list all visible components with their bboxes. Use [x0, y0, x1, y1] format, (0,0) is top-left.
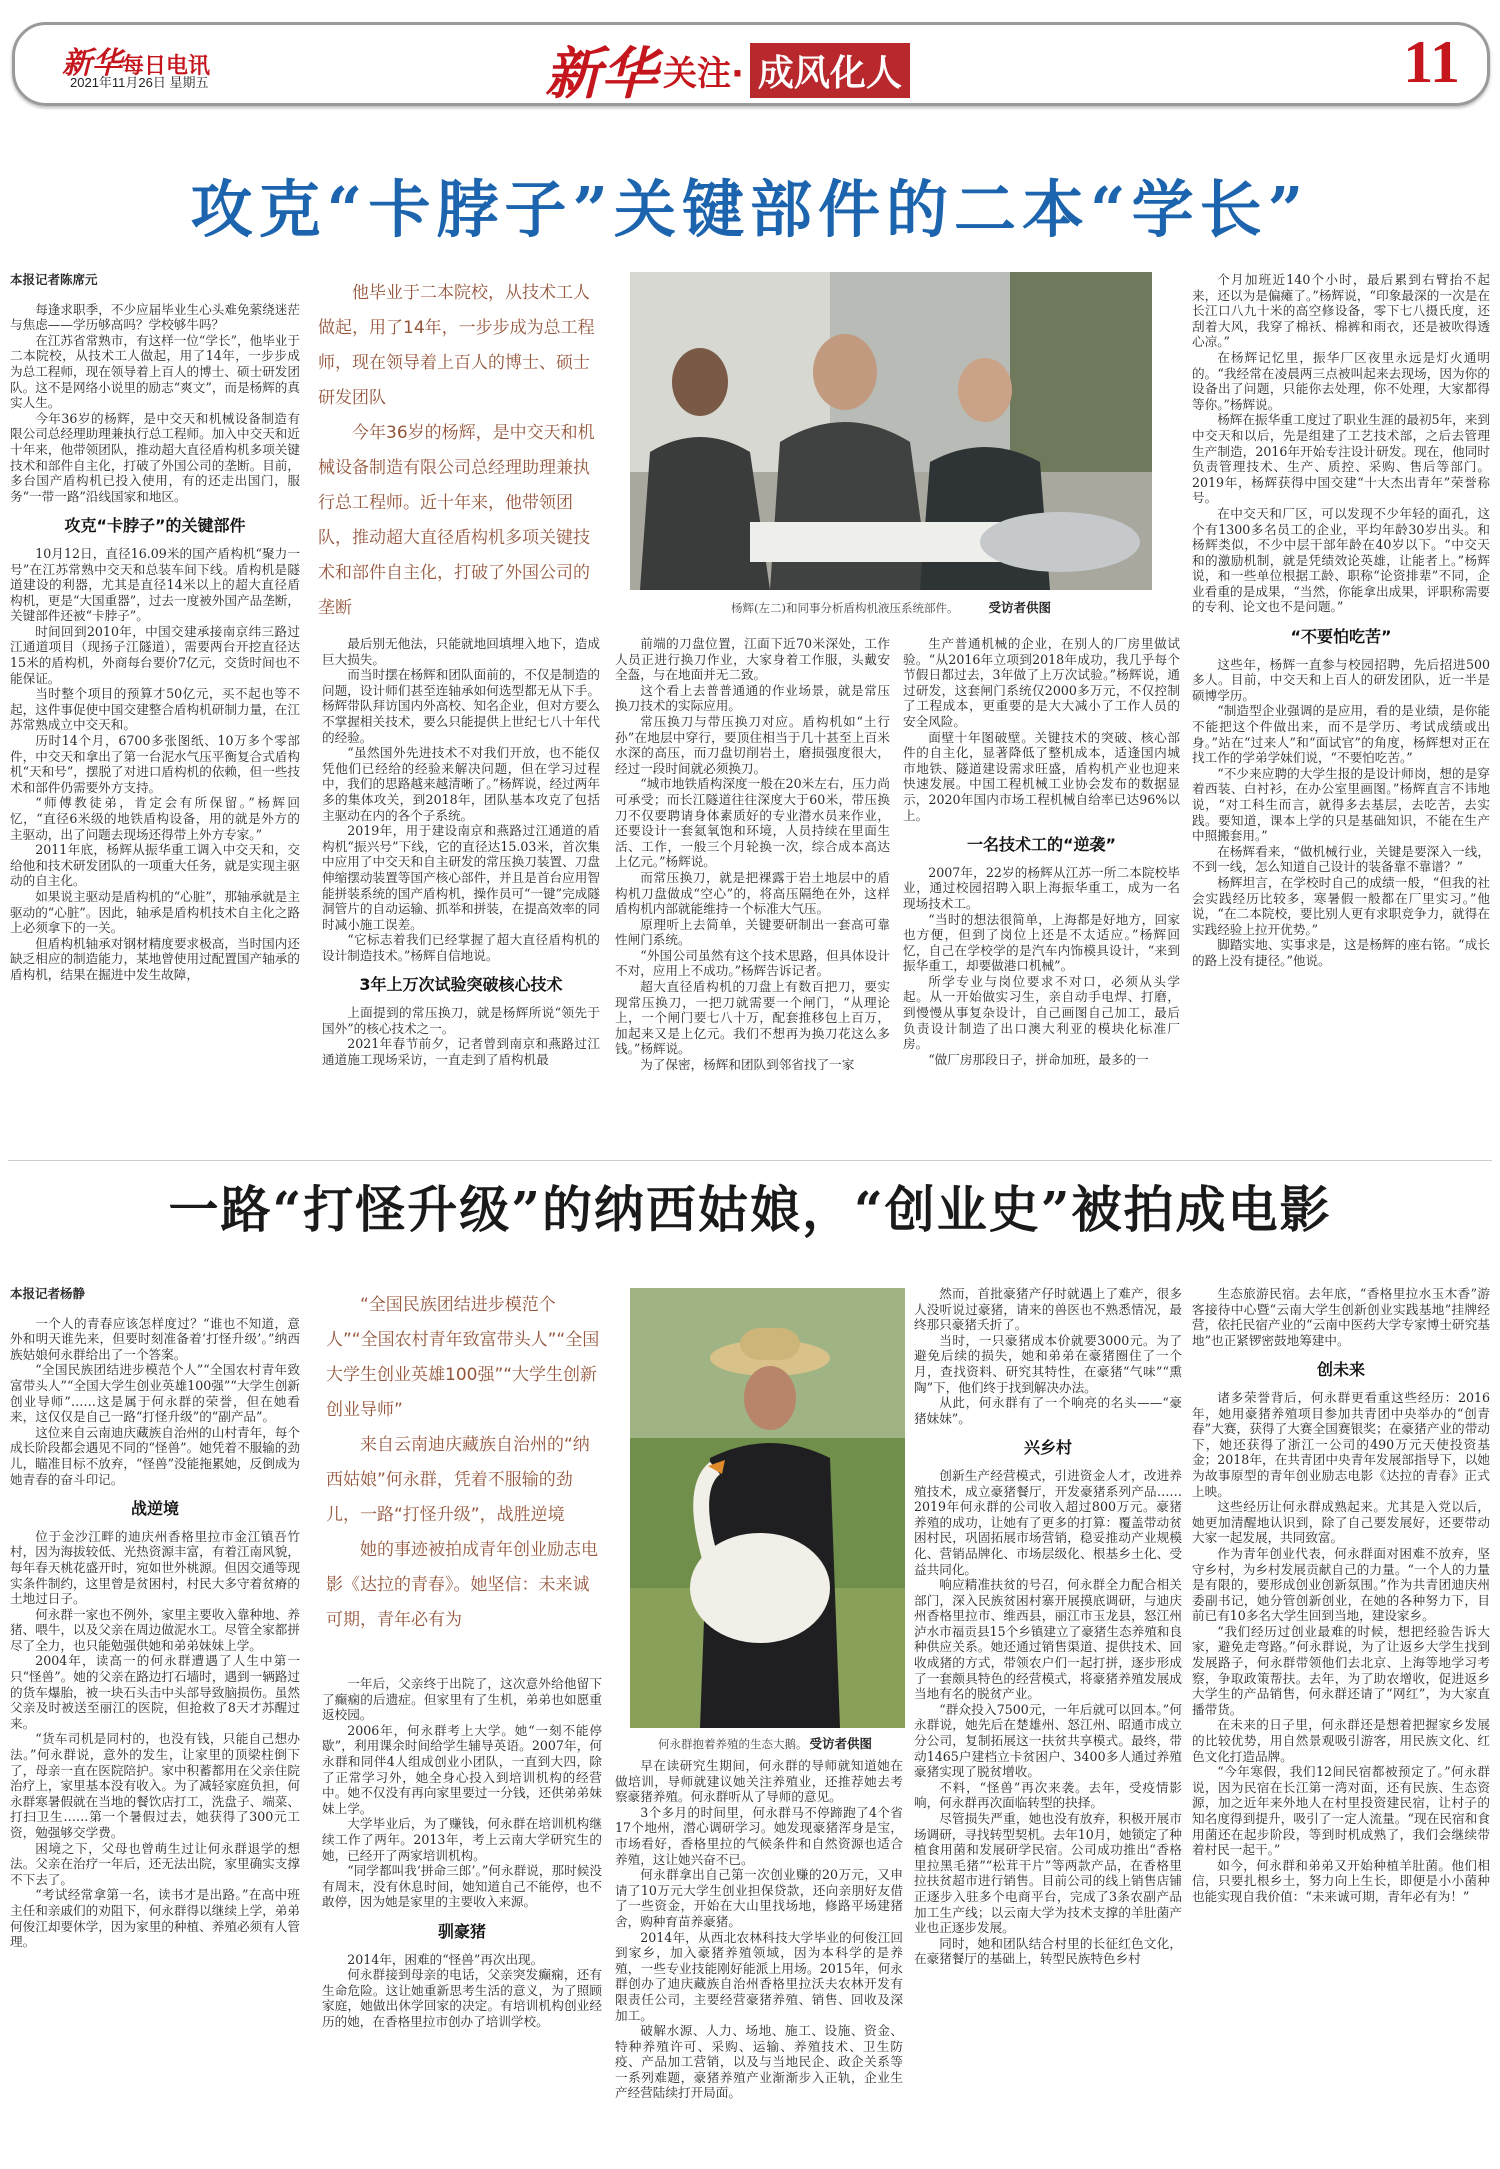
section-subheading: 3年上万次试验突破核心技术: [359, 975, 563, 995]
body-paragraph: 如今，何永群和弟弟又开始种植羊肚菌。他们相信，只要扎根乡土，努力向上生长，即便是小小菌种也能实现自我价值：“未来诚可期，青年必有为！”: [1192, 1857, 1490, 1904]
body-paragraph: 常压换刀与带压换刀对应。盾构机如“土行孙”在地层中穿行，要顶住相当于几十甚至上百米水深的高压，而刀盘切削岩土，磨损强度很大，经过一段时间就必须换刀。: [615, 713, 890, 776]
body-paragraph: “同学都叫我‘拼命三郎’。”何永群说，那时候没有周末，没有休息时间，她知道自己不能停，也不敢停，因为她是家里的主要收入来源。: [322, 1863, 602, 1910]
article1-column-2: [322, 636, 600, 1152]
body-paragraph: 何永群接到母亲的电话，父亲突发癫痫，还有生命危险。这让她重新思考生活的意义，为了照顾家庭，她做出休学回家的决定。有培训机构创业经历的她，在香格里拉市创办了培训学校。: [322, 1967, 602, 2029]
body-paragraph: 每逢求职季，不少应届毕业生心头难免萦绕迷茫与焦虑——学历够高吗？学校够牛吗？: [10, 301, 300, 333]
body-paragraph: “今年寒假，我们12间民宿都被预定了。”何永群说，因为民宿在长江第一湾对面，还有民族、生态资源，加之近年来外地人在村里投资建民宿，让村子的知名度得到提升，吸引了一定人流量。“现在民宿和食用菌还在起步阶段，等到时机成熟了，我们会继续带着村民一起干。”: [1192, 1764, 1490, 1858]
body-paragraph: 这些年，杨辉一直参与校园招聘，先后招进500多人。目前，中交天和上百人的研发团队，近一半是硕博学历。: [1192, 656, 1490, 703]
caption-text: 何永群抱着养殖的生态大鹅。: [657, 1737, 808, 1751]
body-paragraph: “群众投入7500元，一年后就可以回本。”何永群说，她先后在楚雄州、怒江州、昭通市成立分公司，复制拓展这一扶贫共享模式。最终，带动1465户建档立卡贫困户、3400多人通过养殖豪猪实现了脱贫增收。: [914, 1701, 1182, 1780]
section-focus: 关注·: [663, 53, 744, 94]
body-paragraph: 10月12日，直径16.09米的国产盾构机“聚力一号”在江苏常熟中交天和总装车间下线。盾构机是隧道建设的利器，尤其是直径14米以上的超大直径盾构机，更是“大国重器”，过去一度被外国产品垄断，关键部件还被“卡脖子”。: [10, 545, 300, 624]
photo-credit: 受访者供图: [809, 1736, 872, 1751]
body-paragraph: 历时14个月，6700多张图纸、10万多个零部件，中交天和拿出了第一台泥水气压平衡复合式盾构机“天和号”，摆脱了对进口盾构机的依赖，但一些技术和部件仍需要外方支持。: [10, 733, 300, 795]
body-paragraph: 在江苏省常熟市，有这样一位“学长”，他毕业于二本院校，从技术工人做起，用了14年，一步步成为总工程师，现在领导着上百人的博士、硕士研发团队。这不是网络小说里的励志“爽文”，而是杨辉的真实人生。: [10, 332, 300, 411]
body-paragraph: 2006年，何永群考上大学。她“一刻不能停歇”，利用课余时间给学生辅导英语。2007年，何永群和同伴4人组成创业小团队，一直到大四，除了正常学习外，她全身心投入到培训机构的经营中。她不仅没有再向家里要过一分钱，还供弟弟妹妹上学。: [322, 1722, 602, 1816]
article1-column-4: [903, 636, 1180, 1152]
body-paragraph: 2014年，困难的“怪兽”再次出现。: [347, 1951, 544, 1967]
section-subheading: 战逆境: [130, 1499, 179, 1519]
body-paragraph: 这位来自云南迪庆藏族自治州的山村青年，每个成长阶段都会遇见不同的“怪兽”。她凭着不服输的劲儿，瞄准目标不放弃，“怪兽”没能拖累她，反倒成为她青春的奋斗印记。: [10, 1424, 300, 1487]
article1-photo-caption: [630, 598, 1152, 616]
body-paragraph: 所学专业与岗位要求不对口，必须从头学起。从一开始做实习生，亲自动手电焊、打磨，到慢慢从事复杂设计，自己画图自己加工，最后负责设计制造了出口澳大利亚的模块化标准厂房。: [903, 973, 1180, 1052]
body-paragraph: “师傅教徒弟，肯定会有所保留。”杨辉回忆，“直径6米级的地铁盾构设备，用的就是外方的主驱动，出了问题去现场还得带上外方专家。”: [10, 795, 300, 842]
section-subheading: “不要怕吃苦”: [1290, 627, 1392, 647]
body-paragraph: 何永群拿出自己第一次创业赚的20万元，又申请了10万元大学生创业担保贷款，还向亲朋好友借了一些资金，开始在大山里找场地，修路平场建猪舍，购种育苗养豪猪。: [615, 1867, 903, 1929]
article-divider: [8, 1160, 1492, 1161]
section-subheading: 兴乡村: [1023, 1438, 1072, 1458]
body-paragraph: 这些经历让何永群成熟起来。尤其是入党以后，她更加清醒地认识到，除了自己要发展好，还要带动大家一起发展，共同致富。: [1192, 1499, 1490, 1546]
body-paragraph: 破解水源、人力、场地、施工、设施、资金、特种养殖许可、采购、运输、养殖技术、卫生防疫、产品加工营销，以及与当地民企、政企关系等一系列难题，豪猪养殖产业渐渐步入正轨，企业生产经营陆续打开局面。: [615, 2023, 903, 2101]
article2-photo: [630, 1288, 905, 1728]
body-paragraph: “它标志着我们已经掌握了超大直径盾构机的设计制造技术。”杨辉自信地说。: [322, 932, 600, 963]
issue-date: 2021年11月26日 星期五: [70, 75, 209, 90]
section-subheading: 一名技术工的“逆袭”: [966, 835, 1117, 855]
body-paragraph: 生产普通机械的企业，在别人的厂房里做试验。“从2016年立项到2018年成功，我几乎每个节假日都过去，3年做了上万次试验。”杨辉说，通过研发，这套闸门系统仅2000多万元，不仅控制了工程成本，更重要的是大大减小了工作人员的安全风险。: [903, 636, 1180, 729]
body-paragraph: 2021年春节前夕，记者曾到南京和燕路过江通道施工现场采访，一直走到了盾构机最: [322, 1036, 600, 1067]
photo-credit: 受访者供图: [988, 600, 1051, 615]
body-paragraph: 为了保密，杨辉和团队到邻省找了一家: [640, 1057, 855, 1073]
body-paragraph: 何永群一家也不例外，家里主要收入靠种地、养猪、喂牛，以及父亲在周边做泥水工。尽管全家都拼尽了全力，也只能勉强供她和弟弟妹妹上学。: [10, 1606, 300, 1653]
section-subheading: 创未来: [1316, 1360, 1365, 1380]
body-paragraph: 个月加班近140个小时，最后累到右臂抬不起来，还以为是偏瘫了。”杨辉说，“印象最深的一次是在长江口八九十米的高空修设备，零下七八摄氏度，还刮着大风，我穿了棉袄、棉裤和雨衣，还是被吹得透心凉。”: [1192, 272, 1490, 350]
body-paragraph: 3个多月的时间里，何永群马不停蹄跑了4个省17个地州，潜心调研学习。她发现豪猪浑身是宝，市场看好，香格里拉的气候条件和自然资源也适合养殖，这让她兴奋不已。: [615, 1804, 903, 1867]
body-paragraph: 而常压换刀，就是把裸露于岩土地层中的盾构机刀盘做成“空心”的，将高压隔绝在外，这样盾构机内部就能维持一个标准大气压。: [615, 869, 890, 917]
article2-headline: 一路“打怪升级”的纳西姑娘，“创业史”被拍成电影: [168, 1180, 1332, 1239]
xinhua-logo: 新华: [62, 46, 122, 81]
body-paragraph: 在杨辉看来，“做机械行业，关键是要深入一线，不到一线，怎么知道自己设计的装备靠不靠谱？”: [1192, 843, 1490, 875]
article2-photo-caption: [615, 1734, 915, 1752]
body-paragraph: 同时，她和团队结合村里的长征红色文化，在豪猪餐厅的基础上，转型民族特色乡村: [914, 1935, 1182, 1967]
goose-photo-image: [630, 1288, 905, 1728]
body-paragraph: “做厂房那段日子，拼命加班，最多的一: [928, 1051, 1149, 1067]
body-paragraph: 2011年底，杨辉从振华重工调入中交天和，交给他和技术研发团队的一项重大任务，就是实现主驱动的自主化。: [10, 842, 300, 889]
body-paragraph: 尽管损失严重，她也没有放弃，积极开展市场调研，寻找转型契机。去年10月，她锁定了种植食用菌和发展研学民宿。公司成功推出“香格里拉黑毛猪”“松茸干片”等两款产品，在香格里拉扶贫超市进行销售。目前公司的线上销售店铺正逐步入驻多个电商平台，完成了3条农副产品加工生产线；以云南大学为技术支撑的羊肚菌产业也正逐步发展。: [914, 1811, 1182, 1936]
body-paragraph: 原理听上去简单，关键要研制出一套高可靠性闸门系统。: [615, 916, 890, 948]
body-paragraph: 当时整个项目的预算才50亿元，买不起也等不起，这件事促使中国交建整合盾构机研制力量，在江苏常熟成立中交天和。: [10, 686, 300, 733]
caption-text: 杨辉(左二)和同事分析盾构机液压系统部件。: [731, 601, 959, 615]
article1-column-1: [10, 272, 300, 1152]
body-paragraph: 不料，“怪兽”再次来袭。去年，受疫情影响，何永群再次面临转型的抉择。: [914, 1779, 1182, 1811]
body-paragraph: 在杨辉记忆里，振华厂区夜里永远是灯火通明的。“我经常在凌晨两三点被叫起来去现场，因为你的设备出了问题，只能你去处理，你不处理，大家都得等你。”杨辉说。: [1192, 349, 1490, 412]
body-paragraph: 作为青年创业代表，何永群面对困难不放弃，坚守乡村，为乡村发展贡献自己的力量。“一个人的力量是有限的，要形成创业创新氛围。”作为共青团迪庆州委副书记，她分管创新创业，在她的各种努力下，目前已有10多名大学生回到当地，建设家乡。: [1192, 1545, 1490, 1624]
article2-column-2: [322, 1676, 602, 2162]
article1-photo: [630, 272, 1152, 590]
body-paragraph: 诸多荣誉背后，何永群更看重这些经历：2016年，她用豪猪养殖项目参加共青团中央举办的“创青春”大赛，获得了大赛全国赛银奖；在豪猪产业的带动下，她还获得了浙江一公司的490万元天使投资基金；2018年，在共青团中央青年发展部指导下，以她为故事原型的青年创业励志电影《达拉的青春》正式上映。: [1192, 1389, 1490, 1499]
section-name: 成风化人: [750, 43, 910, 98]
section-header: [545, 30, 910, 110]
body-paragraph: 早在读研究生期间，何永群的导师就知道她在做培训，导师就建议她关注养殖业，还推荐她去考察豪猪养殖。何永群听从了导师的意见。: [615, 1758, 903, 1805]
body-paragraph: “当时的想法很简单，上海都是好地方，回家也方便，但到了岗位上还是不太适应。”杨辉回忆，自己在学校学的是汽车内饰模具设计，“来到振华重工，却要做港口机械”。: [903, 911, 1180, 974]
body-paragraph: 在未来的日子里，何永群还是想着把握家乡发展的比较优势，用自然景观吸引游客，用民族文化、红色文化打造品牌。: [1192, 1717, 1490, 1764]
body-paragraph: 困境之下，父母也曾萌生过让何永群退学的想法。父亲在治疗一年后，还无法出院，家里确实支撑不下去了。: [10, 1840, 300, 1887]
body-paragraph: 如果说主驱动是盾构机的“心脏”，那轴承就是主驱动的“心脏”。因此，轴承是盾构机技术自主化之路上必须拿下的一关。: [10, 888, 300, 936]
body-paragraph: 超大直径盾构机的刀盘上有数百把刀，要实现常压换刀，一把刀就需要一个闸门，“从理论上，一个闸门要七八十万，配套推移包上百万，加起来又是上亿元。我们不想再为换刀花这么多钱。”杨辉说。: [615, 979, 890, 1057]
body-paragraph: 2019年，用于建设南京和燕路过江通道的盾构机“振兴号”下线，它的直径达15.03米，首次集中应用了中交天和自主研发的常压换刀装置、刀盘伸缩摆动装置等国产核心部件，并且是首台应用智能拼装系统的国产盾构机，操作员可“一键”完成隧洞管片的自动运输、抓举和拼装，在提高效率的同时减小施工误差。: [322, 823, 600, 932]
article1-headline: 攻克“卡脖子”关键部件的二本“学长”: [190, 173, 1310, 246]
article1-column-3: [615, 636, 890, 1152]
article2-column-4: [914, 1286, 1182, 2162]
page-number: 11: [1403, 29, 1460, 95]
body-paragraph: “不少来应聘的大学生报的是设计师岗，想的是穿着西装、白衬衫，在办公室里画图。”杨辉直言不讳地说，“对工科生而言，就得多去基层，去吃苦，去实践。要知道，课本上学的只是基础知识，不能在生产中照搬套用。”: [1192, 765, 1490, 844]
body-paragraph: 2014年，从西北农林科技大学毕业的何俊江回到家乡，加入豪猪养殖领域，因为本科学的是养殖，一些专业技能刚好能派上用场。2015年，何永群创办了迪庆藏族自治州香格里拉沃夫农林开发有限责任公司，主要经营豪猪养殖、销售、回收及深加工。: [615, 1929, 903, 2023]
body-paragraph: “我们经历过创业最难的时候，想把经验告诉大家，避免走弯路。”何永群说，为了让返乡大学生找到发展路子，何永群带领他们去北京、上海等地学习考察，争取政策帮扶。去年，为了助农增收，促进返乡大学生的产品销售，何永群还请了“网红”，为大家直播带货。: [1192, 1623, 1490, 1717]
body-paragraph: 生态旅游民宿。去年底，“香格里拉水玉木香”游客接待中心暨“云南大学生创新创业实践基地”挂牌经营，依托民宿产业的“云南中医药大学专家博士研究基地”也正紧锣密鼓地筹建中。: [1192, 1286, 1490, 1348]
body-paragraph: 大学毕业后，为了赚钱，何永群在培训机构继续工作了两年。2013年，考上云南大学研究生的她，已经开了两家培训机构。: [322, 1816, 602, 1863]
pullquote-paragraph: “全国民族团结进步模范个人”“全国农村青年致富带头人”“全国大学生创业英雄100强”“大学生创新创业导师”: [326, 1295, 600, 1420]
article1-column-5: [1192, 272, 1490, 1152]
pullquote-paragraph: 她的事迹被拍成青年创业励志电影《达拉的青春》。她坚信：未来诚可期，青年必有为: [326, 1540, 598, 1630]
pullquote-paragraph: 他毕业于二本院校，从技术工人做起，用了14年，一步步成为总工程师，现在领导着上百人的博士、硕士研发团队: [318, 283, 595, 408]
byline: 本报记者杨静: [10, 1286, 86, 1301]
body-paragraph: 杨辉坦言，在学校时自己的成绩一般，“但我的社会实践经历比较多，寒暑假一般都在厂里实习。”他说，“在二本院校，要比别人更有求职竞争力，就得在实践经验上拉开优势。”: [1192, 874, 1490, 937]
body-paragraph: 创新生产经营模式，引进资金人才，改进养殖技术，成立豪猪餐厅，开发豪猪系列产品……2019年何永群的公司收入超过800万元。豪猪养殖的成功，让她有了更多的打算：覆盖带动贫困村民，巩固拓展市场营销，稳妥推动产业规模化、营销品牌化、市场层级化、根基乡土化、受益共同化。: [914, 1467, 1182, 1577]
body-paragraph: 这个看上去普普通通的作业场景，就是常压换刀技术的实际应用。: [615, 682, 890, 714]
body-paragraph: 但盾构机轴承对钢材精度要求极高，当时国内还缺乏相应的制造能力，某地曾使用过配置国产轴承的盾构机，结果在掘进中发生故障，: [10, 935, 300, 982]
article2-column-3: [615, 1758, 903, 2162]
section-logo: 新华: [545, 41, 657, 107]
article2-column-5: [1192, 1286, 1490, 2162]
body-paragraph: 脚踏实地、实事求是，这是杨辉的座右铭。“成长的路上没有捷径。”他说。: [1192, 937, 1490, 968]
body-paragraph: “城市地铁盾构深度一般在20米左右，压力尚可承受；而长江隧道往往深度大于60米，带压换刀不仅要聘请身体素质好的专业潜水员来作业，还要设计一套氦氧饱和环境，人员持续在里面生活、工作，一般三个月轮换一次，综合成本高达上亿元。”杨辉说。: [615, 776, 890, 870]
body-paragraph: 当时，一只豪猪成本价就要3000元。为了避免后续的损失，她和弟弟在豪猪圈住了一个月，查找资料、研究其特性，在豪猪“气味”“熏陶”下，他们终于找到解决办法。: [914, 1332, 1182, 1395]
article1-pullquote: [318, 276, 600, 626]
body-paragraph: 而当时摆在杨辉和团队面前的，不仅是制造的问题，设计师们甚至连轴承如何选型都无从下手。杨辉带队拜访国内外高校、知名企业，但对方要么不掌握相关技术，要么只能提供上世纪七八十年代的经验。: [322, 667, 600, 745]
body-paragraph: 最后别无他法，只能就地回填埋入地下，造成巨大损失。: [322, 636, 600, 667]
paper-name: 每日电讯: [122, 53, 211, 79]
body-paragraph: “虽然国外先进技术不对我们开放，也不能仅凭他们已经给的经验来解决问题，但在学习过程中，我们的思路越来越清晰了。”杨辉说，经过两年多的集体攻关，到2018年，团队基本攻克了包括主驱动在内的各个子系统。: [322, 745, 600, 823]
body-paragraph: 位于金沙江畔的迪庆州香格里拉市金江镇吾竹村，因为海拔较低、光热资源丰富，有着江南风貌，每年春天桃花盛开时，宛如世外桃源。但因交通等现实条件制约，这里曾是贫困村，村民大多守着贫瘠的土地过日子。: [10, 1528, 300, 1607]
body-paragraph: 2007年，22岁的杨辉从江苏一所二本院校毕业，通过校园招聘入职上海振华重工，成为一名现场技术工。: [903, 864, 1180, 911]
body-paragraph: 面壁十年图破壁。关键技术的突破、核心部件的自主化，显著降低了整机成本，适逢国内城市地铁、隧道建设需求旺盛，盾构机产业也迎来快速发展。中国工程机械工业协会发布的数据显示，2020年国内市场工程机械自给率已达96%以上。: [903, 729, 1180, 823]
body-paragraph: 时间回到2010年，中国交建承接南京纬三路过江通道项目（现扬子江隧道），需要两台开挖直径达15米的盾构机，外商每台要价7亿元，交货时间也不能保证。: [10, 623, 300, 686]
body-paragraph: 从此，何永群有了一个响亮的名头——“豪猪妹妹”。: [914, 1395, 1182, 1426]
body-paragraph: “全国民族团结进步模范个人”“全国农村青年致富带头人”“全国大学生创业英雄100强”“大学生创新创业导师”……这是属于何永群的荣誉，但在她看来，这仅仅是自己一路“打怪升级”的“副产品”。: [10, 1362, 300, 1425]
body-paragraph: “制造型企业强调的是应用，看的是业绩，是你能不能把这个件做出来，而不是学历、考试成绩或出身。”站在“过来人”和“面试官”的角度，杨辉想对正在找工作的学弟学妹们说，“不要怕吃苦。”: [1192, 703, 1490, 766]
body-paragraph: 在中交天和厂区，可以发现不少年轻的面孔，这个有1300多名员工的企业，平均年龄30岁出头。和杨辉类似，不少中层干部年龄在40岁以下。“中交天和的激励机制，就是凭绩效论英雄，让能者上。”杨辉说，和一些单位根据工龄、职称“论资排辈”不同，企业看重的是成果，“当然，你能拿出成果，评职称需要的专利、论文也不是问题。”: [1192, 505, 1490, 615]
body-paragraph: 然而，首批豪猪产仔时就遇上了难产，很多人没听说过豪猪，请来的兽医也不熟悉情况，最终那只豪猪夭折了。: [914, 1286, 1182, 1333]
body-paragraph: 一年后，父亲终于出院了，这次意外给他留下了癫痫的后遗症。但家里有了生机，弟弟也如愿重返校园。: [322, 1676, 602, 1723]
pullquote-paragraph: 今年36岁的杨辉，是中交天和机械设备制造有限公司总经理助理兼执行总工程师。近十年来，他带领团队，推动超大直径盾构机多项关键技术和部件自主化，打破了外国公司的垄断: [318, 423, 595, 618]
pullquote-paragraph: 来自云南迪庆藏族自治州的“纳西姑娘”何永群，凭着不服输的劲儿，一路“打怪升级”，战胜逆境: [326, 1435, 590, 1525]
body-paragraph: 今年36岁的杨辉，是中交天和机械设备制造有限公司总经理助理兼执行总工程师。加入中交天和近十年来，他带领团队，推动超大直径盾构机多项关键技术和部件自主化，打破了外国公司的垄断。目前，多台国产盾构机已投入使用，有的还走出国门，服务“一带一路”沿线国家和地区。: [10, 410, 300, 504]
engineers-photo-image: [630, 272, 1152, 590]
section-subheading: 驯豪猪: [437, 1921, 486, 1941]
body-paragraph: 响应精准扶贫的号召，何永群全力配合相关部门，深入民族贫困村寨开展摸底调研，与迪庆州香格里拉市、维西县，丽江市玉龙县，怒江州泸水市福贡县15个乡镇建立了豪猪生态养殖和良种供应关系。她还通过销售渠道、提供技术、回收成猪的方式，带领农户们一起打拼，逐步形成了一套颇具特色的经营模式，将豪猪养殖发展成当地有名的脱贫产业。: [914, 1577, 1182, 1702]
body-paragraph: “外国公司虽然有这个技术思路，但具体设计不对，应用上不成功。”杨辉告诉记者。: [615, 947, 890, 979]
body-paragraph: “货车司机是同村的，也没有钱，只能自己想办法。”何永群说，意外的发生，让家里的顶梁柱倒下了，母亲一直在医院陪护。家中积蓄都用在父亲住院治疗上，家里基本没有收入。为了减轻家庭负担，何永群寒暑假就在当地的餐饮店打工，洗盘子、端菜、打扫卫生……第一个暑假过去，她获得了300元工资，勉强够交学费。: [10, 1731, 300, 1840]
byline: 本报记者陈席元: [10, 272, 98, 287]
section-subheading: 攻克“卡脖子”的关键部件: [64, 516, 246, 536]
article2-column-1: [10, 1286, 300, 2162]
body-paragraph: 2004年，读高一的何永群遭遇了人生中第一只“怪兽”。她的父亲在路边打石墙时，遇到一辆路过的货车爆胎，被一块石头击中头部导致脑损伤。虽然父亲及时被送至丽江的医院，但抢救了8天才苏醒过来。: [10, 1653, 300, 1731]
body-paragraph: 一个人的青春应该怎样度过？“谁也不知道，意外和明天谁先来，但要时刻准备着‘打怪升级’。”纳西族姑娘何永群给出了一个答案。: [10, 1315, 300, 1362]
body-paragraph: “考试经常拿第一名，读书才是出路。”在高中班主任和亲戚们的劝阻下，何永群得以继续上学，弟弟何俊江却要休学，因为家里的种植、养殖必须有人管理。: [10, 1887, 300, 1950]
body-paragraph: 杨辉在振华重工度过了职业生涯的最初5年，来到中交天和以后，先是组建了工艺技术部，之后去管理生产制造，2016年开始专注设计研发。现在，他同时负责管理技术、生产、质控、采购、售后等部门。2019年，杨辉获得中国交建“十大杰出青年”荣誉称号。: [1192, 412, 1490, 506]
body-paragraph: 前端的刀盘位置，江面下近70米深处，工作人员正进行换刀作业，大家身着工作服，头戴安全盔，与在地面并无二致。: [615, 636, 890, 683]
article2-pullquote: [326, 1288, 602, 1668]
body-paragraph: 上面提到的常压换刀，就是杨辉所说“领先于国外”的核心技术之一。: [322, 1005, 600, 1036]
